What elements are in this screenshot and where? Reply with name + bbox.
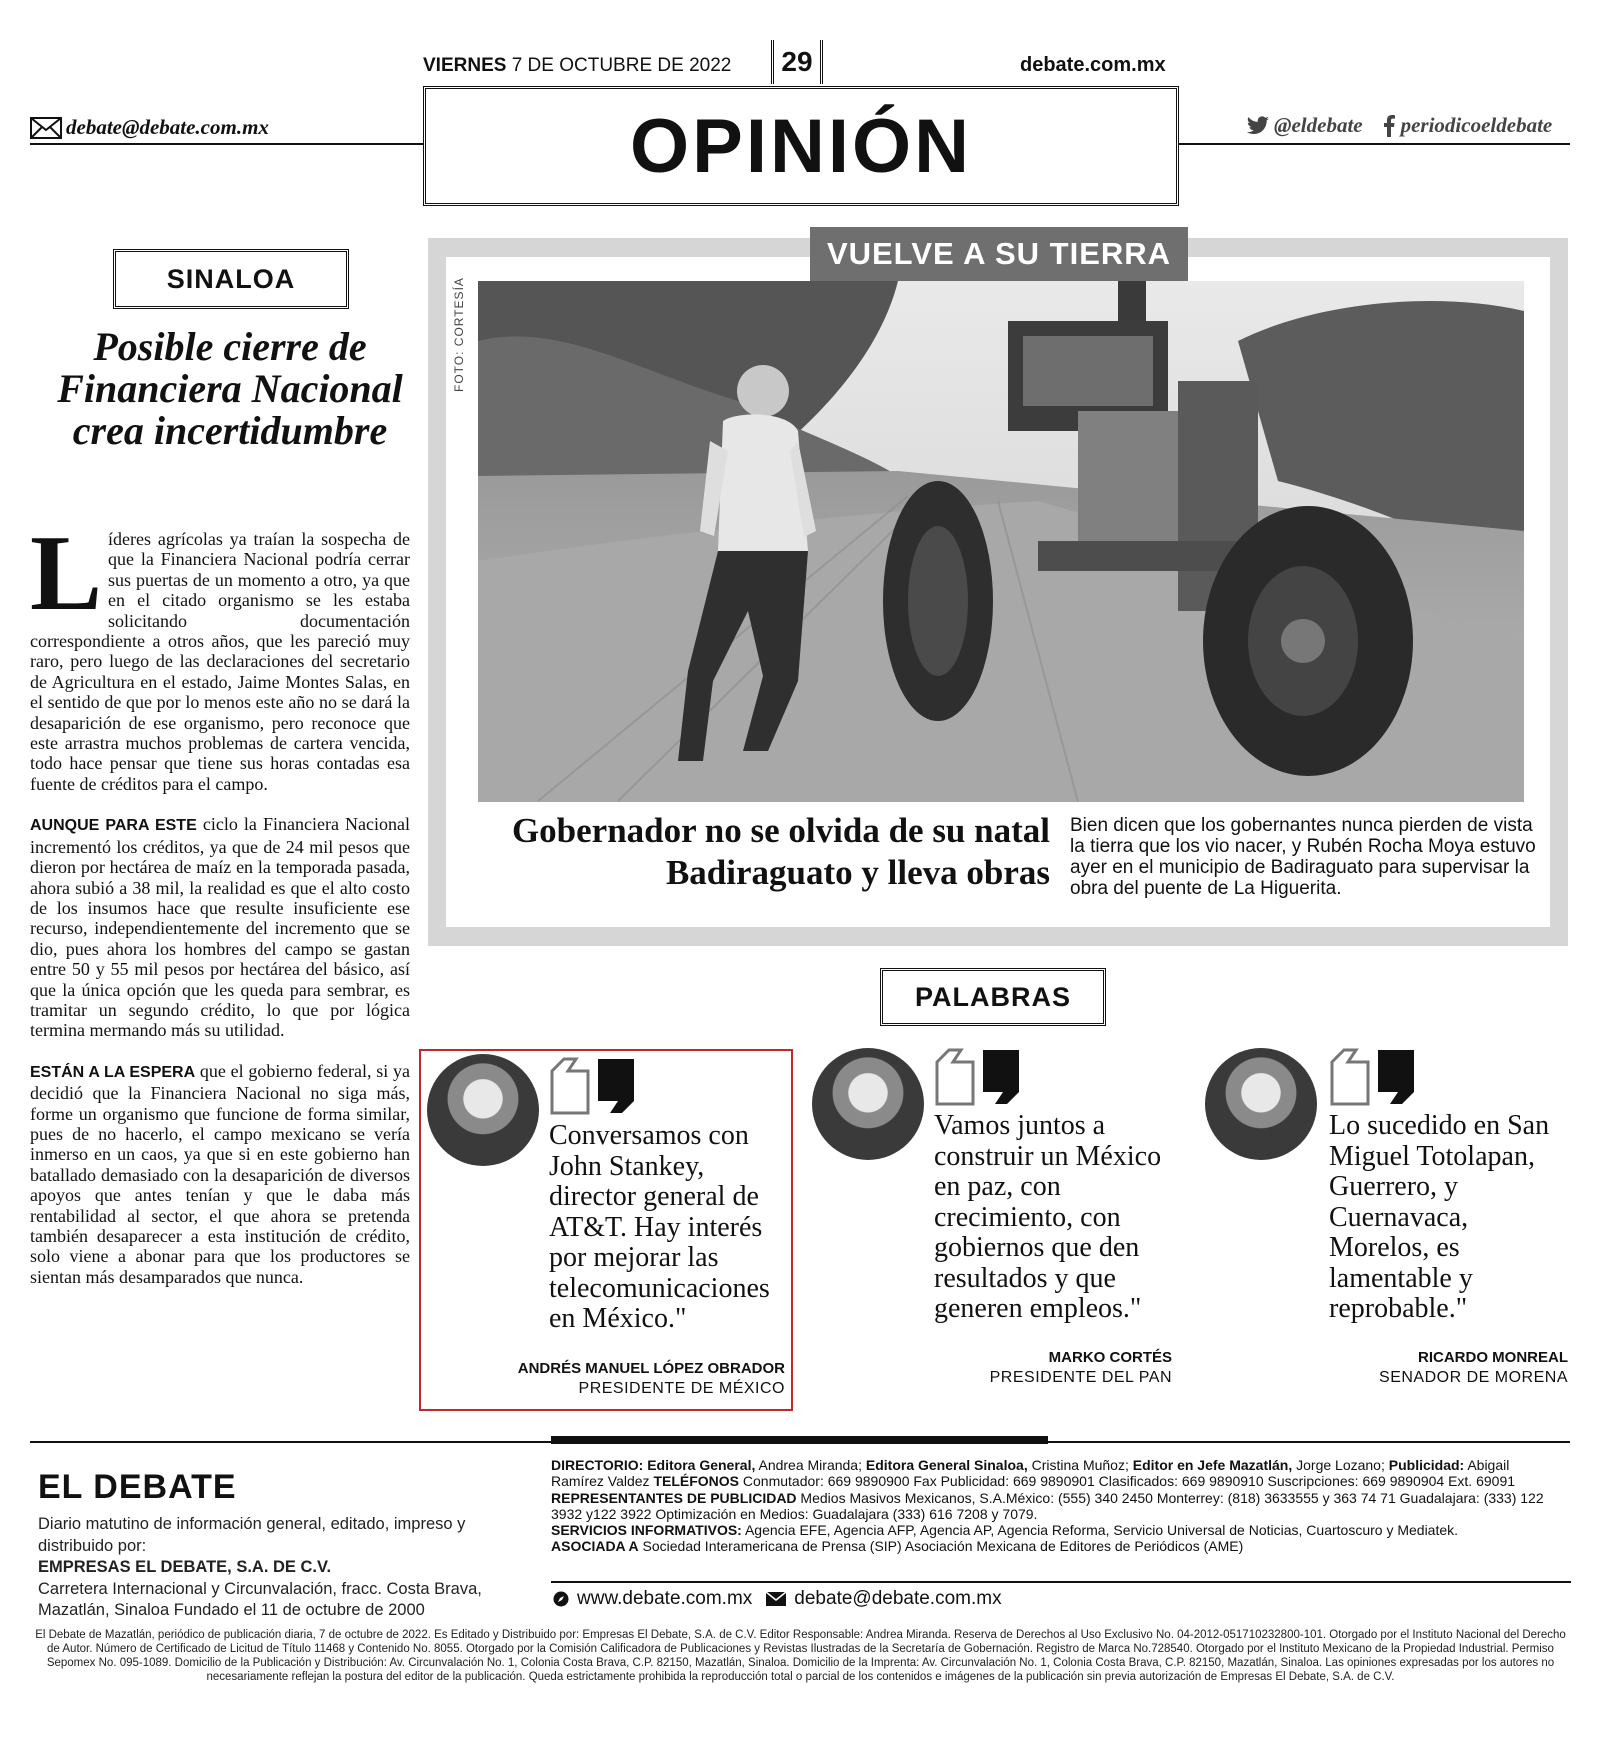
- article-paragraph-3-text: que el gobierno federal, si ya decidió que la Financiera Nacional no siga más, forme un organismo que funcione de forma similar, pues de no hacerlo, el campo mexicano se vería inmerso en un caos, ya que si en este gobierno han batallado demasiado con la desaparición de diversos apoyos que antes tenían y que le daba más rentabilidad al sector, el que ahora se pretenda también desaparecer a esta institución de crédito, solo viene a abonar para que los productores se sientan más desamparados que nunca.: [30, 1060, 410, 1287]
- paragraph-3-lead: ESTÁN A LA ESPERA: [30, 1063, 196, 1081]
- feature-headline: Gobernador no se olvida de su natal Badiraguato y lleva obras: [511, 811, 1050, 892]
- envelope-icon: [766, 1592, 786, 1606]
- edition-date-text: 7 DE OCTUBRE DE 2022: [511, 55, 732, 76]
- dir-name-2: Cristina Muñoz;: [1027, 1457, 1133, 1473]
- quote-marks-icon: [1330, 1048, 1416, 1106]
- quote-role-3: SENADOR DE MORENA: [1379, 1369, 1568, 1386]
- dir-name-3: Jorge Lozano;: [1292, 1457, 1389, 1473]
- directory: [551, 1457, 1561, 1555]
- quote-role-1: PRESIDENTE DE MÉXICO: [578, 1380, 785, 1397]
- publisher-info: [38, 1514, 538, 1622]
- dir-role-3: Editor en Jefe Mazatlán,: [1132, 1457, 1293, 1473]
- quote-text-2: Vamos juntos a construir un México en paz, con crecimiento, con gobiernos que den resultados y que generen empleos.": [934, 1110, 1162, 1324]
- quote-role-2: PRESIDENTE DEL PAN: [989, 1369, 1172, 1386]
- avatar-marko-cortes: [812, 1048, 924, 1160]
- email-link-text: debate@debate.com.mx: [794, 1588, 1002, 1609]
- compass-icon: [553, 1591, 569, 1607]
- article-headline: Posible cierre de Financiera Nacional crea incertidumbre: [57, 324, 403, 453]
- facebook-link[interactable]: [1383, 113, 1553, 138]
- drop-cap: L: [30, 514, 103, 633]
- feature-photo-illustration: [478, 281, 1524, 802]
- dir-role-1: Editora General,: [647, 1457, 756, 1473]
- header-email[interactable]: [30, 115, 275, 140]
- dir-name-1: Andrea Miranda;: [755, 1457, 866, 1473]
- footer-rule-bold: [551, 1436, 1048, 1444]
- publisher-company: EMPRESAS EL DEBATE, S.A. DE C.V.: [38, 1558, 332, 1576]
- edition-day: VIERNES: [423, 55, 507, 76]
- header-social: [1240, 113, 1552, 138]
- twitter-icon: [1246, 116, 1270, 136]
- news-services-label: SERVICIOS INFORMATIVOS:: [551, 1522, 742, 1539]
- paragraph-2-lead: AUNQUE PARA ESTE: [30, 817, 197, 835]
- avatar-ricardo-monreal: [1205, 1048, 1317, 1160]
- envelope-icon: [30, 117, 62, 139]
- ad-reps-label: REPRESENTANTES DE PUBLICIDAD: [551, 1489, 797, 1506]
- footer-links: [553, 1588, 1002, 1610]
- quote-author-3: RICARDO MONREAL: [1418, 1349, 1568, 1366]
- quote-author-1: ANDRÉS MANUEL LÓPEZ OBRADOR: [517, 1360, 785, 1377]
- article-paragraph-1-text: íderes agrícolas ya traían la sospecha de que la Financiera Nacional podría cerrar sus puertas de un momento a otro, ya que en el citado organismo se les estaba solicitando documentación correspondiente a otros años, que les pareció muy raro, pero luego de las declaraciones del secretario de Agricultura en el estado, Jaime Montes Salas, en el sentido de que por lo menos este año no se dará la desaparición de ese organismo, pero reconoce que este arrastra muchos problemas de cartera vencida, todo hace pensar que tiene sus horas contadas esa fuente de créditos para el campo.: [30, 529, 410, 794]
- section-label-sinaloa: SINALOA: [113, 249, 349, 309]
- eldebate-logo: EL DEBATE: [38, 1468, 237, 1506]
- edition-date: [423, 55, 731, 77]
- legal-notice: El Debate de Mazatlán, periódico de publicación diaria, 7 de octubre de 2022. Es Editado y Distribuido por: Empresas El Debate, S.A. de C.V. Editor Responsable: Andrea Miranda. Reserva de Derechos al Uso Exclusivo No. 04-2012-051710232800-101. Otorgado por el Instituto Nacional del Derecho de Autor. Número de Certificado de Licitud de Título 11468 y Contenido No. 8055. Otorgado por la Comisión Calificadora de Publicaciones y Revistas Ilustradas de la Secretaría de Gobernación. Registro de Marca No.728540. Otorgado por el Instituto Mexicano de la Propiedad Industrial. Permiso Sepomex No. 095-1089. Domicilio de la Publicación y Distribución: Av. Circunvalación No. 1, Colonia Costa Brava, C.P. 82150, Mazatlán, Sinaloa. Domicilio de la Imprenta: Av. Circunvalación No. 1, Colonia Costa Brava, C.P. 82150, Mazatlán, Sinaloa. Las opiniones expresadas por los autores no necesariamente reflejan la postura del editor de la publicación. Queda estrictamente prohibida la reproducción total o parcial de los contenidos e imágenes de la publicación sin previa autorización de Empresas El Debate, S.A. de C.V.: [35, 1629, 1566, 1683]
- site-link[interactable]: debate.com.mx: [1020, 54, 1166, 76]
- avatar-amlo: [427, 1054, 539, 1166]
- section-label-palabras: PALABRAS: [880, 968, 1106, 1026]
- facebook-icon: [1383, 115, 1395, 137]
- article-body: [30, 514, 410, 1307]
- dir-label: DIRECTORIO:: [551, 1457, 644, 1473]
- phones-label: TELÉFONOS: [653, 1473, 740, 1490]
- header-email-text: debate@debate.com.mx: [66, 115, 269, 139]
- article-paragraph-2-text: ciclo la Financiera Nacional incrementó los créditos, ya que de 24 mil pesos que dieron por hectárea de maíz en la temporada pasada, ahora subió a 38 mil, la realidad es que el alto costo de los insumos hace que resulte insuficiente ese recurso, independientemente del incremento que se dio, pues ahora los hombres del campo se gastan entre 50 y 55 mil pesos por hectárea del básico, así que la única opción que les queda para sembrar, es tramitar un segundo crédito, lo que por lógica termina mermando más su utilidad.: [30, 814, 410, 1041]
- twitter-handle: @eldebate: [1274, 113, 1363, 137]
- facebook-handle: periodicoeldebate: [1400, 113, 1553, 137]
- section-title-box: [423, 86, 1179, 206]
- footer-links-rule: [551, 1581, 1571, 1583]
- page-number: 29: [771, 40, 823, 84]
- dir-role-4: Publicidad:: [1388, 1457, 1465, 1473]
- quote-text-1: Conversamos con John Stankey, director general de AT&T. Hay interés por mejorar las telecomunicaciones en México.": [549, 1120, 770, 1334]
- phones-text: Conmutador: 669 9890900 Fax Publicidad: 669 9890901 Clasificados: 669 9890910 Suscripciones: 669 9890904 Ext. 69091: [739, 1473, 1516, 1490]
- feature-photo: [478, 281, 1524, 802]
- email-link[interactable]: [766, 1588, 1001, 1610]
- photo-credit-text: FOTO: CORTESÍA: [452, 277, 466, 392]
- quote-author-2: MARKO CORTÉS: [1048, 1349, 1172, 1366]
- article-paragraph-3: [30, 1061, 410, 1287]
- publisher-address: Carretera Internacional y Circunvalación, fracc. Costa Brava, Mazatlán, Sinaloa Fundado el 11 de octubre de 2000: [38, 1579, 482, 1619]
- photo-credit: [452, 277, 474, 392]
- dir-role-2: Editora General Sinaloa,: [865, 1457, 1028, 1473]
- news-services-text: Agencia EFE, Agencia AFP, Agencia AP, Agencia Reforma, Servicio Universal de Noticias, Cuartoscuro y Mediatek.: [741, 1522, 1459, 1539]
- article-paragraph-1: [30, 514, 410, 794]
- quote-marks-icon: [935, 1048, 1021, 1106]
- twitter-link[interactable]: [1246, 113, 1363, 138]
- feature-tag: VUELVE A SU TIERRA: [810, 227, 1188, 281]
- quote-marks-icon: [550, 1057, 636, 1115]
- associations-label: ASOCIADA A: [551, 1538, 639, 1555]
- header-rule-left: [30, 143, 423, 145]
- associations-text: Sociedad Interamericana de Prensa (SIP) Asociación Mexicana de Editores de Periódicos (AME): [638, 1538, 1244, 1555]
- web-link[interactable]: [553, 1588, 752, 1610]
- section-title: OPINIÓN: [630, 103, 972, 189]
- quote-text-3: Lo sucedido en San Miguel Totolapan, Guerrero, y Cuernavaca, Morelos, es lamentable y reprobable.": [1329, 1110, 1550, 1324]
- publisher-desc: Diario matutino de información general, editado, impreso y distribuido por:: [38, 1515, 466, 1555]
- header-rule-right: [1179, 143, 1570, 145]
- article-paragraph-2: [30, 814, 410, 1040]
- feature-summary: Bien dicen que los gobernantes nunca pierden de vista la tierra que los vio nacer, y Rubén Rocha Moya estuvo ayer en el municipio de Badiraguato para supervisar la obra del puente de La Higuerita.: [1070, 815, 1536, 899]
- web-link-text: www.debate.com.mx: [577, 1588, 753, 1609]
- ad-reps-text: Medios Masivos Mexicanos, S.A.México: (555) 340 2450 Monterrey: (818) 3633555 y 363 74 71 Guadalajara: (333) 122 3932 y122 3922 Optimización en Medios: Guadalajara (333) 616 7208 y 7079.: [551, 1489, 1544, 1522]
- dir-name-4: Abigail Ramírez Valdez: [551, 1457, 1510, 1490]
